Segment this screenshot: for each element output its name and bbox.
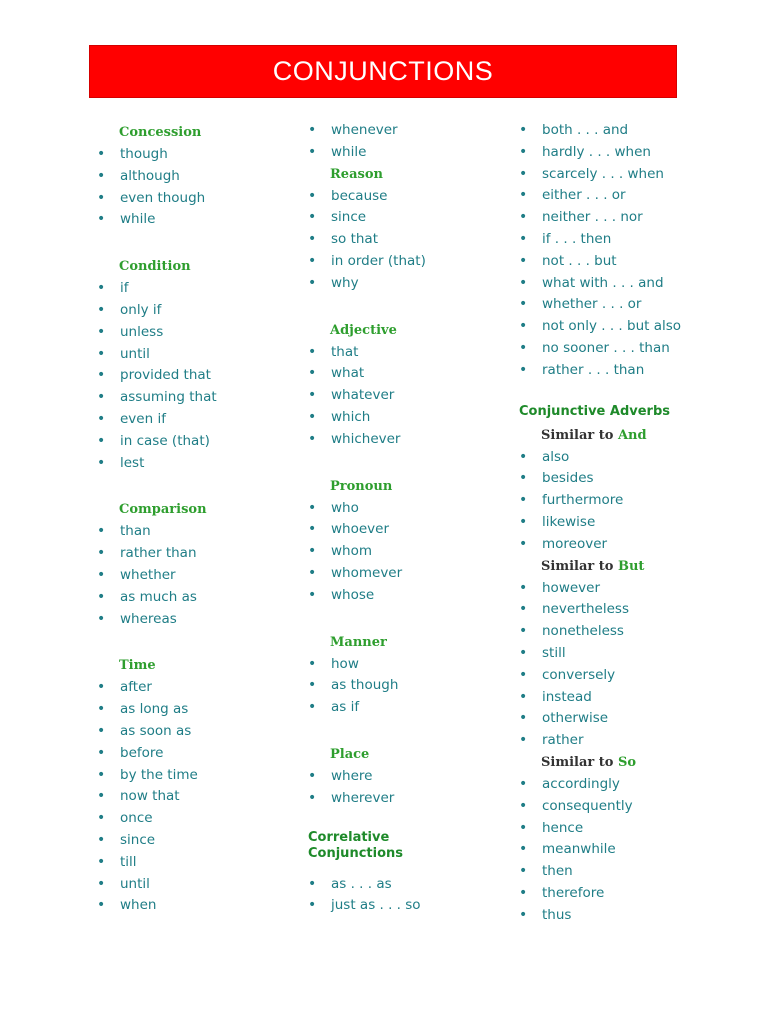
list-item: • as . . . as bbox=[308, 874, 498, 896]
list-item: • rather bbox=[519, 730, 719, 752]
list-item: • if bbox=[97, 278, 287, 300]
list-item: • where bbox=[308, 766, 498, 788]
list-item: • not only . . . but also bbox=[519, 316, 719, 338]
list-item: • meanwhile bbox=[519, 839, 719, 861]
list-item: • till bbox=[97, 852, 287, 874]
list-item: • after bbox=[97, 677, 287, 699]
list-item: • as though bbox=[308, 675, 498, 697]
list-item: • unless bbox=[97, 322, 287, 344]
list-item: • furthermore bbox=[519, 490, 719, 512]
list-condition bbox=[97, 278, 287, 474]
list-item: • who bbox=[308, 498, 498, 520]
list-item: • even if bbox=[97, 409, 287, 431]
similar-to-label: Similar to bbox=[541, 558, 614, 574]
list-item: • besides bbox=[519, 468, 719, 490]
list-item: • neither . . . nor bbox=[519, 207, 719, 229]
correlative-heading-line-2: Conjunctions bbox=[308, 845, 403, 861]
list-item: • wherever bbox=[308, 788, 498, 810]
list-item: • that bbox=[308, 342, 498, 364]
list-manner bbox=[308, 654, 498, 719]
section-heading-pronoun: Pronoun bbox=[330, 478, 393, 494]
title-banner bbox=[89, 45, 677, 98]
list-item: • also bbox=[519, 447, 719, 469]
list-item: • as long as bbox=[97, 699, 287, 721]
list-item: • before bbox=[97, 743, 287, 765]
subheading-similar-to-so bbox=[519, 752, 719, 774]
column-2 bbox=[308, 120, 498, 917]
page-title: CONJUNCTIONS bbox=[272, 56, 494, 86]
section-heading-concession: Concession bbox=[119, 125, 202, 140]
list-item: • than bbox=[97, 521, 287, 543]
list-similar-and bbox=[519, 447, 719, 556]
list-item: • as soon as bbox=[97, 721, 287, 743]
list-item: • then bbox=[519, 861, 719, 883]
list-item: • so that bbox=[308, 229, 498, 251]
list-item: • assuming that bbox=[97, 387, 287, 409]
list-item: • conversely bbox=[519, 665, 719, 687]
list-item: • when bbox=[97, 895, 287, 917]
similar-word-but: But bbox=[617, 558, 645, 574]
list-item: • not . . . but bbox=[519, 251, 719, 273]
section-heading-adjective: Adjective bbox=[330, 322, 397, 338]
subheading-similar-to-and bbox=[519, 425, 719, 447]
list-item: • whatever bbox=[308, 385, 498, 407]
list-item: • whom bbox=[308, 541, 498, 563]
list-pronoun bbox=[308, 498, 498, 607]
section-heading-time: Time bbox=[119, 658, 156, 674]
list-item: • rather . . . than bbox=[519, 360, 719, 382]
similar-to-label: Similar to bbox=[541, 427, 614, 443]
list-item: • either . . . or bbox=[519, 185, 719, 207]
list-item: • what with . . . and bbox=[519, 273, 719, 295]
list-item: • though bbox=[97, 144, 287, 166]
list-item: • rather than bbox=[97, 543, 287, 565]
section-heading-correlative bbox=[308, 830, 498, 862]
list-item: • nevertheless bbox=[519, 599, 719, 621]
section-heading-manner: Manner bbox=[330, 634, 387, 650]
list-item: • just as . . . so bbox=[308, 895, 498, 917]
list-item: • until bbox=[97, 874, 287, 896]
list-item: • in order (that) bbox=[308, 251, 498, 273]
list-item: • once bbox=[97, 808, 287, 830]
section-heading-reason: Reason bbox=[330, 166, 383, 182]
list-item: • provided that bbox=[97, 365, 287, 387]
list-item: • while bbox=[308, 142, 498, 164]
list-place bbox=[308, 766, 498, 810]
list-item: • therefore bbox=[519, 883, 719, 905]
list-item: • whenever bbox=[308, 120, 498, 142]
list-correlative bbox=[308, 874, 498, 918]
list-item: • as if bbox=[308, 697, 498, 719]
list-item: • in case (that) bbox=[97, 431, 287, 453]
list-item: • by the time bbox=[97, 765, 287, 787]
list-item: • scarcely . . . when bbox=[519, 164, 719, 186]
list-item: • only if bbox=[97, 300, 287, 322]
list-time bbox=[97, 677, 287, 917]
list-item: • no sooner . . . than bbox=[519, 338, 719, 360]
list-item: • nonetheless bbox=[519, 621, 719, 643]
section-heading-place: Place bbox=[330, 746, 370, 762]
section-heading-comparison: Comparison bbox=[119, 502, 207, 518]
list-item: • consequently bbox=[519, 796, 719, 818]
list-item: • still bbox=[519, 643, 719, 665]
list-item: • likewise bbox=[519, 512, 719, 534]
list-item: • moreover bbox=[519, 534, 719, 556]
list-item: • whose bbox=[308, 585, 498, 607]
similar-to-label: Similar to bbox=[541, 754, 614, 770]
list-item: • while bbox=[97, 209, 287, 231]
list-item: • until bbox=[97, 344, 287, 366]
list-comparison bbox=[97, 521, 287, 630]
list-similar-but bbox=[519, 578, 719, 752]
column-1 bbox=[97, 122, 287, 917]
list-correlative-continued bbox=[519, 120, 719, 382]
section-heading-conjunctive-adverbs: Conjunctive Adverbs bbox=[519, 403, 670, 419]
column-3 bbox=[519, 120, 719, 927]
list-item: • how bbox=[308, 654, 498, 676]
list-item: • accordingly bbox=[519, 774, 719, 796]
list-item: • even though bbox=[97, 188, 287, 210]
similar-word-so: So bbox=[617, 754, 637, 770]
list-item: • what bbox=[308, 363, 498, 385]
list-item: • as much as bbox=[97, 587, 287, 609]
similar-word-and: And bbox=[617, 427, 647, 443]
list-item: • hence bbox=[519, 818, 719, 840]
list-item: • if . . . then bbox=[519, 229, 719, 251]
list-item: • thus bbox=[519, 905, 719, 927]
list-item: • lest bbox=[97, 453, 287, 475]
subheading-similar-to-but bbox=[519, 556, 719, 578]
correlative-heading-line-1: Correlative bbox=[308, 829, 390, 845]
list-item: • since bbox=[308, 207, 498, 229]
list-item: • now that bbox=[97, 786, 287, 808]
list-item: • instead bbox=[519, 687, 719, 709]
list-time-continued bbox=[308, 120, 498, 164]
list-item: • which bbox=[308, 407, 498, 429]
list-adjective bbox=[308, 342, 498, 451]
list-item: • whoever bbox=[308, 519, 498, 541]
list-item: • however bbox=[519, 578, 719, 600]
list-item: • hardly . . . when bbox=[519, 142, 719, 164]
section-heading-condition: Condition bbox=[119, 259, 191, 275]
list-item: • whether . . . or bbox=[519, 294, 719, 316]
list-item: • why bbox=[308, 273, 498, 295]
list-item: • whomever bbox=[308, 563, 498, 585]
list-item: • otherwise bbox=[519, 708, 719, 730]
list-concession bbox=[97, 144, 287, 231]
list-item: • both . . . and bbox=[519, 120, 719, 142]
list-item: • whether bbox=[97, 565, 287, 587]
list-item: • because bbox=[308, 186, 498, 208]
list-item: • whichever bbox=[308, 429, 498, 451]
list-item: • whereas bbox=[97, 609, 287, 631]
list-similar-so bbox=[519, 774, 719, 927]
list-item: • since bbox=[97, 830, 287, 852]
list-item: • although bbox=[97, 166, 287, 188]
list-reason bbox=[308, 186, 498, 295]
